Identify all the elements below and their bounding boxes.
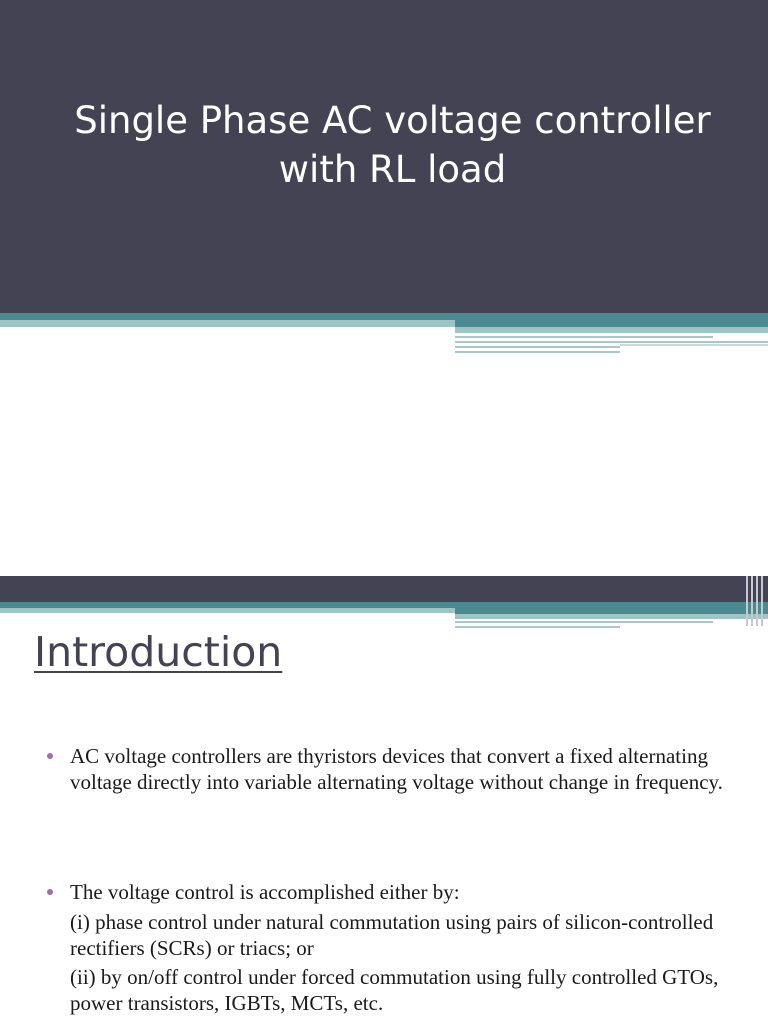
content-slide-header bbox=[0, 576, 768, 602]
slide-title bbox=[20, 96, 765, 194]
accent-band-light bbox=[0, 320, 455, 327]
accent-stripe bbox=[455, 351, 620, 353]
accent-band-light-right bbox=[455, 614, 768, 619]
section-heading: Introduction bbox=[34, 628, 283, 676]
accent-band-dark-right bbox=[455, 602, 768, 614]
bullet-text: AC voltage controllers are thyristors devices that convert a fixed alternating voltage directly into variable alternating voltage without change in frequency. bbox=[70, 744, 723, 794]
bullet-icon bbox=[47, 889, 53, 895]
bullet-icon bbox=[47, 753, 53, 759]
accent-stripe bbox=[455, 626, 620, 628]
accent-band-light bbox=[0, 608, 455, 613]
accent-band-light-right bbox=[455, 327, 768, 333]
slide-title-line-2: with RL load bbox=[278, 148, 507, 191]
accent-band-dark-right bbox=[455, 313, 768, 327]
accent-stripe bbox=[455, 341, 768, 343]
accent-stripe bbox=[455, 336, 713, 338]
accent-stripe bbox=[455, 621, 713, 623]
accent-band-dark bbox=[0, 313, 455, 320]
sub-point-text: (i) phase control under natural commutation using pairs of silicon-controlled rectifiers (SCRs) or triacs; or bbox=[70, 910, 714, 960]
bullet-text: The voltage control is accomplished either by: bbox=[70, 880, 460, 904]
accent-stripe bbox=[455, 346, 620, 348]
accent-stripe bbox=[620, 344, 768, 346]
decorative-vertical-lines bbox=[744, 576, 768, 626]
sub-point-text: (ii) by on/off control under forced commutation using fully controlled GTOs, power transistors, IGBTs, MCTs, etc. bbox=[70, 965, 719, 1015]
slide-title-line-1: Single Phase AC voltage controller bbox=[74, 99, 711, 142]
